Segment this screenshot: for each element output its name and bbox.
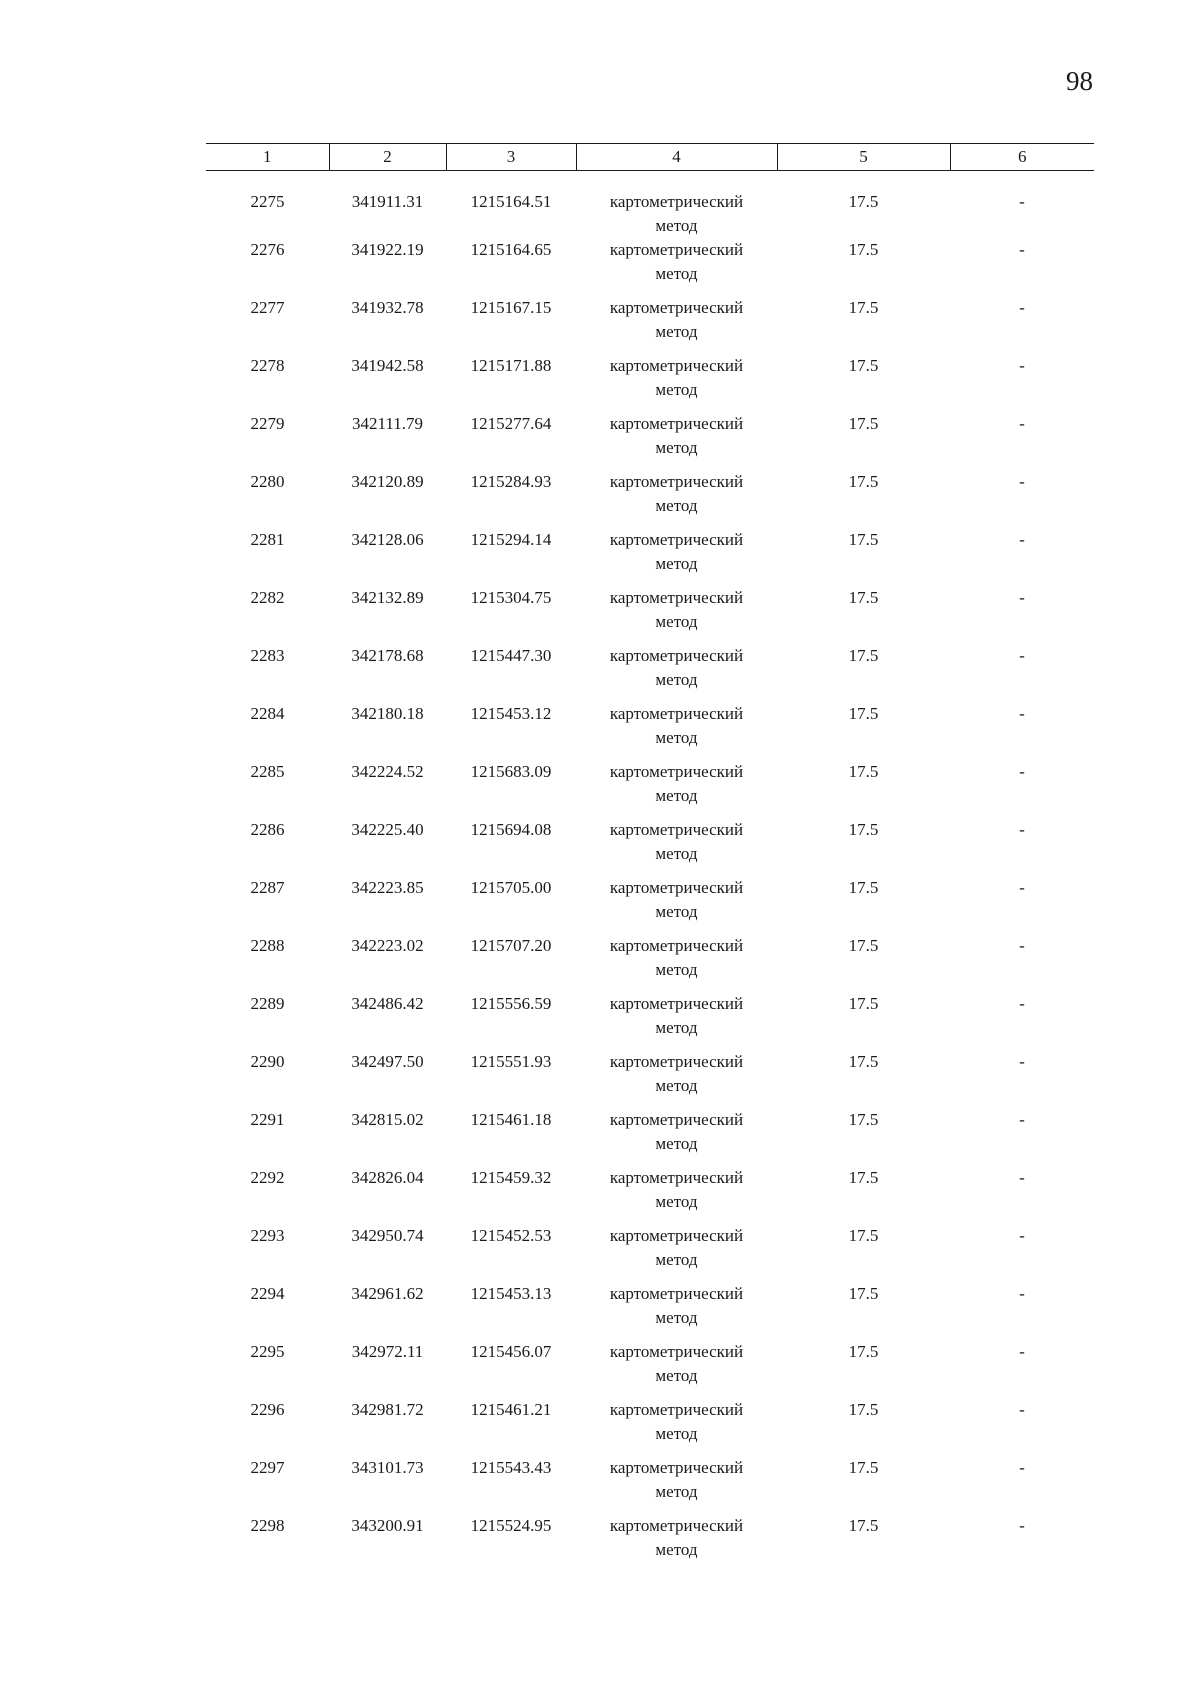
accuracy-cell: 17.5 <box>848 192 879 211</box>
accuracy-cell: 17.5 <box>848 298 879 317</box>
method-line-2: метод <box>655 1366 698 1385</box>
method-line-2: метод <box>655 380 698 399</box>
method-line-2: метод <box>655 1482 698 1501</box>
table-row <box>206 1224 1094 1282</box>
point-number-cell: 2277 <box>250 298 285 317</box>
column-header-2: 2 <box>329 144 446 171</box>
method-line-1: картометрический <box>609 704 744 723</box>
table-row <box>206 1398 1094 1456</box>
method-cell <box>576 1514 777 1572</box>
point-number-cell: 2286 <box>250 820 285 839</box>
note-cell: - <box>1019 878 1025 897</box>
accuracy-cell: 17.5 <box>848 1226 879 1245</box>
accuracy-cell: 17.5 <box>848 820 879 839</box>
method-line-1: картометрический <box>609 646 744 665</box>
x-coordinate-cell: 342950.74 <box>351 1226 424 1245</box>
x-coordinate-cell: 343200.91 <box>351 1516 424 1535</box>
y-coordinate-cell: 1215683.09 <box>470 762 552 781</box>
table-row <box>206 1514 1094 1572</box>
note-cell: - <box>1019 936 1025 955</box>
page-number: 98 <box>1066 66 1093 96</box>
method-line-2: метод <box>655 264 698 283</box>
x-coordinate-cell: 342223.85 <box>351 878 424 897</box>
method-cell <box>576 876 777 934</box>
x-coordinate-cell: 342223.02 <box>351 936 424 955</box>
method-line-2: метод <box>655 844 698 863</box>
method-cell <box>576 238 777 296</box>
accuracy-cell: 17.5 <box>848 1516 879 1535</box>
y-coordinate-cell: 1215453.13 <box>470 1284 552 1303</box>
coordinates-table <box>206 143 1094 1572</box>
point-number-cell: 2289 <box>250 994 285 1013</box>
point-number-cell: 2275 <box>250 192 285 211</box>
y-coordinate-cell: 1215707.20 <box>470 936 552 955</box>
y-coordinate-cell: 1215452.53 <box>470 1226 552 1245</box>
y-coordinate-cell: 1215459.32 <box>470 1168 552 1187</box>
y-coordinate-cell: 1215304.75 <box>470 588 552 607</box>
method-line-2: метод <box>655 612 698 631</box>
table-row <box>206 296 1094 354</box>
method-line-2: метод <box>655 1018 698 1037</box>
x-coordinate-cell: 342225.40 <box>351 820 424 839</box>
note-cell: - <box>1019 414 1025 433</box>
method-line-1: картометрический <box>609 1226 744 1245</box>
note-cell: - <box>1019 1400 1025 1419</box>
table-row <box>206 1456 1094 1514</box>
method-line-1: картометрический <box>609 1110 744 1129</box>
method-line-2: метод <box>655 1540 698 1559</box>
x-coordinate-cell: 342180.18 <box>351 704 424 723</box>
x-coordinate-cell: 342815.02 <box>351 1110 424 1129</box>
method-cell <box>576 1050 777 1108</box>
method-line-1: картометрический <box>609 878 744 897</box>
method-line-2: метод <box>655 322 698 341</box>
x-coordinate-cell: 342972.11 <box>351 1342 424 1361</box>
accuracy-cell: 17.5 <box>848 1110 879 1129</box>
method-cell <box>576 412 777 470</box>
table-row <box>206 528 1094 586</box>
x-coordinate-cell: 341932.78 <box>351 298 424 317</box>
method-cell <box>576 818 777 876</box>
note-cell: - <box>1019 1458 1025 1477</box>
method-line-1: картометрический <box>609 472 744 491</box>
note-cell: - <box>1019 704 1025 723</box>
method-line-1: картометрический <box>609 1342 744 1361</box>
accuracy-cell: 17.5 <box>848 472 879 491</box>
note-cell: - <box>1019 762 1025 781</box>
method-cell <box>576 528 777 586</box>
method-line-1: картометрический <box>609 1458 744 1477</box>
y-coordinate-cell: 1215456.07 <box>470 1342 552 1361</box>
x-coordinate-cell: 342178.68 <box>351 646 424 665</box>
method-line-1: картометрический <box>609 414 744 433</box>
accuracy-cell: 17.5 <box>848 356 879 375</box>
point-number-cell: 2291 <box>250 1110 285 1129</box>
point-number-cell: 2282 <box>250 588 285 607</box>
x-coordinate-cell: 342132.89 <box>351 588 424 607</box>
point-number-cell: 2276 <box>250 240 285 259</box>
table-row <box>206 470 1094 528</box>
y-coordinate-cell: 1215284.93 <box>470 472 552 491</box>
method-line-1: картометрический <box>609 820 744 839</box>
accuracy-cell: 17.5 <box>848 936 879 955</box>
y-coordinate-cell: 1215447.30 <box>470 646 552 665</box>
method-line-1: картометрический <box>609 1052 744 1071</box>
table-row <box>206 644 1094 702</box>
method-line-1: картометрический <box>609 588 744 607</box>
table-row <box>206 1166 1094 1224</box>
method-line-1: картометрический <box>609 762 744 781</box>
method-line-2: метод <box>655 728 698 747</box>
column-header-1: 1 <box>206 144 329 171</box>
note-cell: - <box>1019 240 1025 259</box>
point-number-cell: 2295 <box>250 1342 285 1361</box>
accuracy-cell: 17.5 <box>848 1168 879 1187</box>
point-number-cell: 2290 <box>250 1052 285 1071</box>
x-coordinate-cell: 342961.62 <box>351 1284 424 1303</box>
table-row <box>206 354 1094 412</box>
y-coordinate-cell: 1215164.51 <box>470 192 552 211</box>
method-line-2: метод <box>655 1192 698 1211</box>
x-coordinate-cell: 342486.42 <box>351 994 424 1013</box>
accuracy-cell: 17.5 <box>848 1342 879 1361</box>
table-row <box>206 760 1094 818</box>
method-line-2: метод <box>655 670 698 689</box>
table-row <box>206 702 1094 760</box>
accuracy-cell: 17.5 <box>848 646 879 665</box>
x-coordinate-cell: 342111.79 <box>352 414 423 433</box>
method-line-1: картометрический <box>609 1516 744 1535</box>
point-number-cell: 2293 <box>250 1226 285 1245</box>
note-cell: - <box>1019 994 1025 1013</box>
point-number-cell: 2279 <box>250 414 285 433</box>
table-row <box>206 1282 1094 1340</box>
method-cell <box>576 586 777 644</box>
note-cell: - <box>1019 192 1025 211</box>
x-coordinate-cell: 342497.50 <box>351 1052 424 1071</box>
method-line-1: картометрический <box>609 298 744 317</box>
note-cell: - <box>1019 356 1025 375</box>
y-coordinate-cell: 1215461.18 <box>470 1110 552 1129</box>
table-row <box>206 412 1094 470</box>
note-cell: - <box>1019 472 1025 491</box>
method-cell <box>576 992 777 1050</box>
method-cell <box>576 1224 777 1282</box>
method-cell <box>576 760 777 818</box>
note-cell: - <box>1019 1052 1025 1071</box>
y-coordinate-cell: 1215171.88 <box>470 356 552 375</box>
method-line-1: картометрический <box>609 994 744 1013</box>
x-coordinate-cell: 342224.52 <box>351 762 424 781</box>
accuracy-cell: 17.5 <box>848 1052 879 1071</box>
note-cell: - <box>1019 820 1025 839</box>
point-number-cell: 2296 <box>250 1400 285 1419</box>
x-coordinate-cell: 341911.31 <box>351 192 424 211</box>
method-cell <box>576 702 777 760</box>
table-row <box>206 1108 1094 1166</box>
table-row <box>206 818 1094 876</box>
table-row <box>206 992 1094 1050</box>
accuracy-cell: 17.5 <box>848 994 879 1013</box>
x-coordinate-cell: 341942.58 <box>351 356 424 375</box>
accuracy-cell: 17.5 <box>848 1284 879 1303</box>
method-cell <box>576 1340 777 1398</box>
method-line-2: метод <box>655 554 698 573</box>
accuracy-cell: 17.5 <box>848 1458 879 1477</box>
method-line-2: метод <box>655 960 698 979</box>
note-cell: - <box>1019 298 1025 317</box>
x-coordinate-cell: 342981.72 <box>351 1400 424 1419</box>
method-line-2: метод <box>655 902 698 921</box>
table-row <box>206 1340 1094 1398</box>
point-number-cell: 2281 <box>250 530 285 549</box>
method-line-1: картометрический <box>609 1284 744 1303</box>
y-coordinate-cell: 1215694.08 <box>470 820 552 839</box>
note-cell: - <box>1019 1516 1025 1535</box>
x-coordinate-cell: 342826.04 <box>351 1168 424 1187</box>
accuracy-cell: 17.5 <box>848 1400 879 1419</box>
method-cell <box>576 1456 777 1514</box>
y-coordinate-cell: 1215294.14 <box>470 530 552 549</box>
method-line-2: метод <box>655 1134 698 1153</box>
method-line-2: метод <box>655 1424 698 1443</box>
method-line-2: метод <box>655 1250 698 1269</box>
point-number-cell: 2285 <box>250 762 285 781</box>
method-cell <box>576 470 777 528</box>
method-line-1: картометрический <box>609 356 744 375</box>
x-coordinate-cell: 342120.89 <box>351 472 424 491</box>
method-line-2: метод <box>655 496 698 515</box>
column-header-3: 3 <box>446 144 576 171</box>
table-body <box>206 171 1094 1573</box>
x-coordinate-cell: 343101.73 <box>351 1458 424 1477</box>
method-cell <box>576 171 777 239</box>
accuracy-cell: 17.5 <box>848 530 879 549</box>
method-line-2: метод <box>655 1076 698 1095</box>
note-cell: - <box>1019 1168 1025 1187</box>
method-line-2: метод <box>655 1308 698 1327</box>
y-coordinate-cell: 1215277.64 <box>470 414 552 433</box>
accuracy-cell: 17.5 <box>848 414 879 433</box>
point-number-cell: 2298 <box>250 1516 285 1535</box>
x-coordinate-cell: 341922.19 <box>351 240 424 259</box>
point-number-cell: 2280 <box>250 472 285 491</box>
method-line-2: метод <box>655 438 698 457</box>
method-cell <box>576 1398 777 1456</box>
y-coordinate-cell: 1215551.93 <box>470 1052 552 1071</box>
note-cell: - <box>1019 1284 1025 1303</box>
note-cell: - <box>1019 588 1025 607</box>
method-line-2: метод <box>655 216 698 235</box>
point-number-cell: 2288 <box>250 936 285 955</box>
point-number-cell: 2297 <box>250 1458 285 1477</box>
note-cell: - <box>1019 646 1025 665</box>
y-coordinate-cell: 1215705.00 <box>470 878 552 897</box>
point-number-cell: 2287 <box>250 878 285 897</box>
point-number-cell: 2283 <box>250 646 285 665</box>
note-cell: - <box>1019 1110 1025 1129</box>
method-cell <box>576 644 777 702</box>
y-coordinate-cell: 1215556.59 <box>470 994 552 1013</box>
method-line-1: картометрический <box>609 240 744 259</box>
method-cell <box>576 934 777 992</box>
y-coordinate-cell: 1215524.95 <box>470 1516 552 1535</box>
method-cell <box>576 1282 777 1340</box>
table-row <box>206 171 1094 239</box>
method-line-1: картометрический <box>609 530 744 549</box>
y-coordinate-cell: 1215453.12 <box>470 704 552 723</box>
note-cell: - <box>1019 1226 1025 1245</box>
method-line-2: метод <box>655 786 698 805</box>
column-header-5: 5 <box>777 144 950 171</box>
column-header-4: 4 <box>576 144 777 171</box>
accuracy-cell: 17.5 <box>848 878 879 897</box>
note-cell: - <box>1019 530 1025 549</box>
method-cell <box>576 1108 777 1166</box>
table-row <box>206 586 1094 644</box>
table-row <box>206 1050 1094 1108</box>
point-number-cell: 2294 <box>250 1284 285 1303</box>
method-cell <box>576 354 777 412</box>
method-line-1: картометрический <box>609 1168 744 1187</box>
point-number-cell: 2284 <box>250 704 285 723</box>
accuracy-cell: 17.5 <box>848 240 879 259</box>
method-cell <box>576 296 777 354</box>
y-coordinate-cell: 1215164.65 <box>470 240 552 259</box>
table-row <box>206 238 1094 296</box>
note-cell: - <box>1019 1342 1025 1361</box>
accuracy-cell: 17.5 <box>848 704 879 723</box>
point-number-cell: 2292 <box>250 1168 285 1187</box>
x-coordinate-cell: 342128.06 <box>351 530 424 549</box>
point-number-cell: 2278 <box>250 356 285 375</box>
column-header-6: 6 <box>950 144 1094 171</box>
table-row <box>206 876 1094 934</box>
method-cell <box>576 1166 777 1224</box>
method-line-1: картометрический <box>609 192 744 211</box>
y-coordinate-cell: 1215461.21 <box>470 1400 552 1419</box>
accuracy-cell: 17.5 <box>848 588 879 607</box>
method-line-1: картометрический <box>609 936 744 955</box>
method-line-1: картометрический <box>609 1400 744 1419</box>
y-coordinate-cell: 1215543.43 <box>470 1458 552 1477</box>
table-header-row <box>206 144 1094 171</box>
y-coordinate-cell: 1215167.15 <box>470 298 552 317</box>
accuracy-cell: 17.5 <box>848 762 879 781</box>
table-row <box>206 934 1094 992</box>
